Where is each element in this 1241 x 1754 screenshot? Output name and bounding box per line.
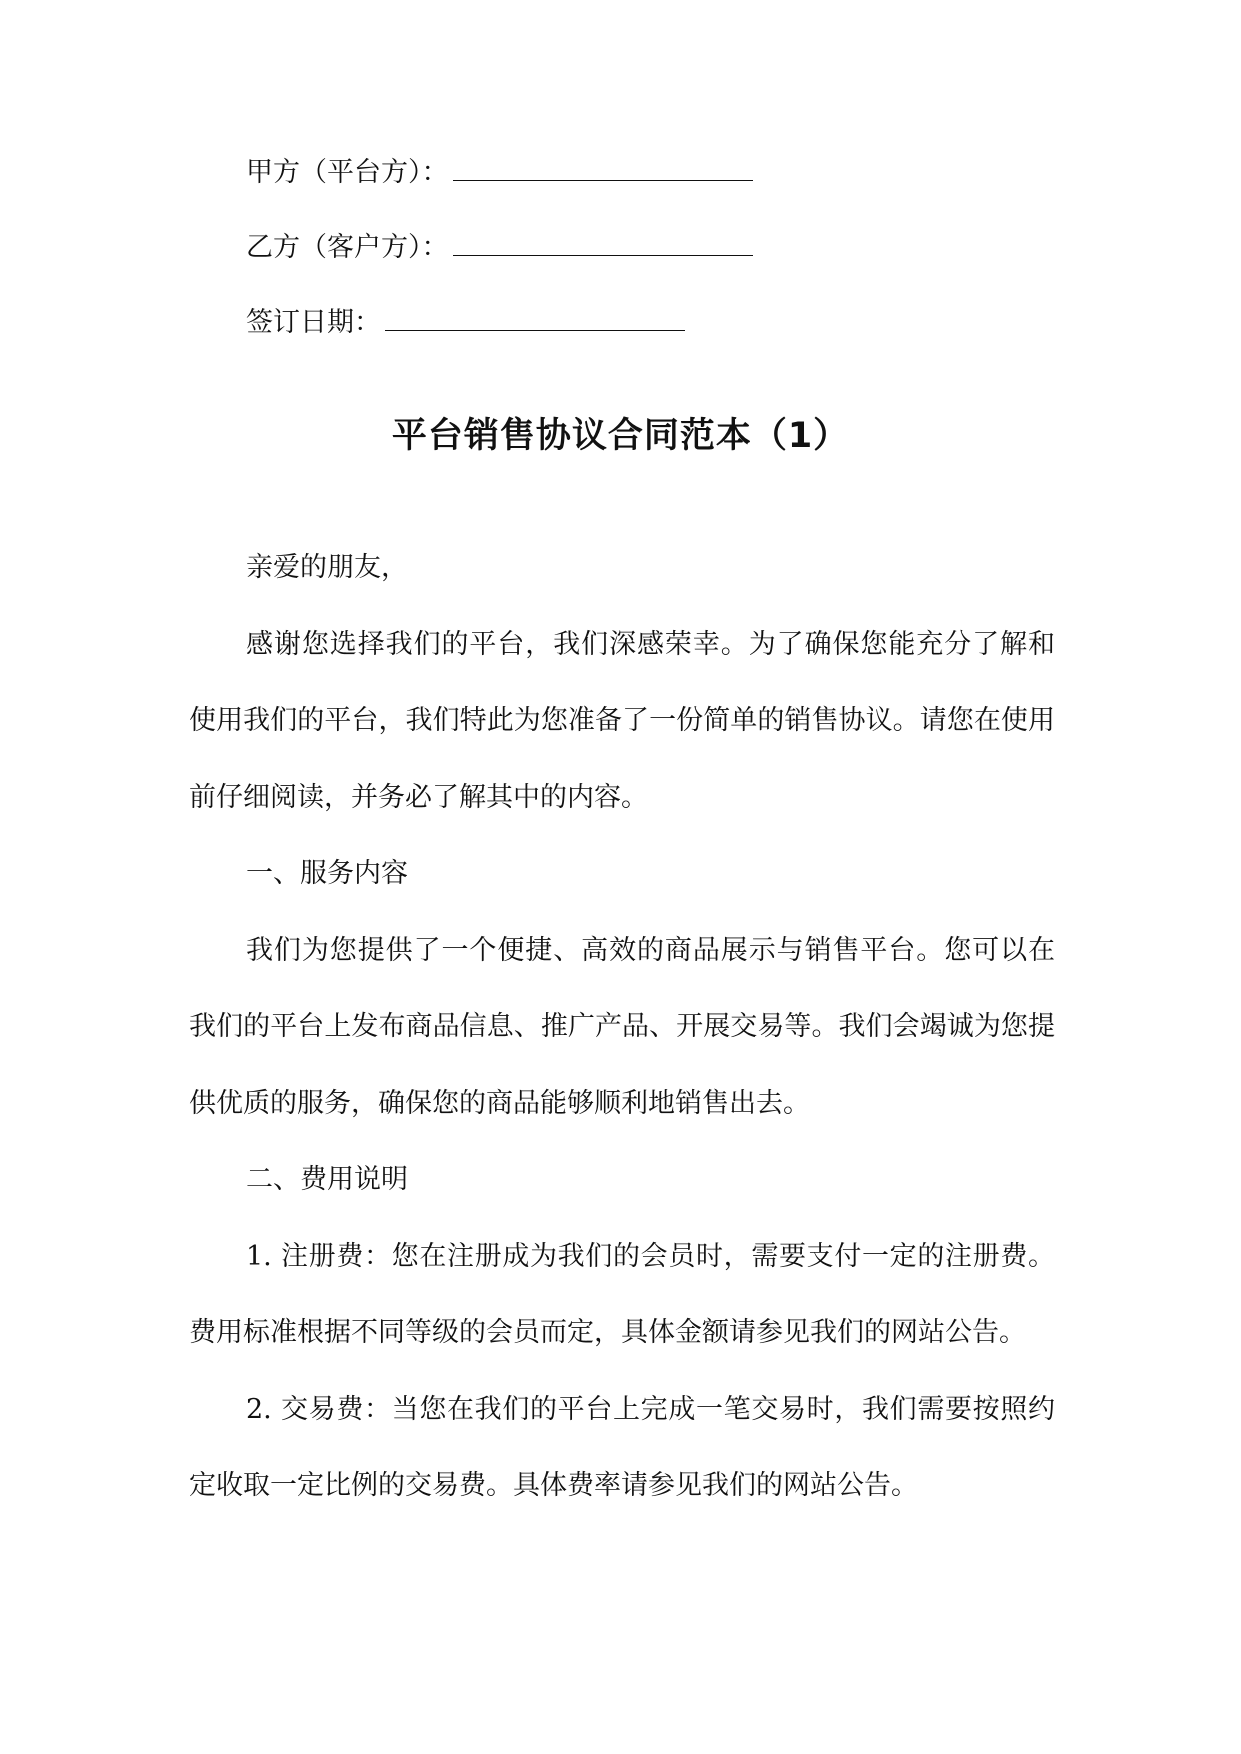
section-heading-fees: 二、费用说明 bbox=[246, 1164, 408, 1195]
party-a-label: 甲方（平台方）： bbox=[246, 157, 449, 188]
sign-date-blank-line bbox=[385, 304, 685, 331]
service-paragraph: 我们为您提供了一个便捷、高效的商品展示与销售平台。您可以在我们的平台上发布商品信息、推广产品、开展交易等。我们会竭诚为您提供优质的服务，确保您的商品能够顺利地销售出去。 bbox=[189, 934, 1055, 1119]
intro-paragraph: 感谢您选择我们的平台，我们深感荣幸。为了确保您能充分了解和使用我们的平台，我们特此为您准备了一份简单的销售协议。请您在使用前仔细阅读，并务必了解其中的内容。 bbox=[189, 628, 1055, 813]
sign-date-field bbox=[246, 304, 685, 341]
section-heading-service: 一、服务内容 bbox=[246, 858, 408, 889]
transaction-fee-paragraph: 2. 交易费：当您在我们的平台上完成一笔交易时，我们需要按照约定收取一定比例的交易费。具体费率请参见我们的网站公告。 bbox=[189, 1393, 1055, 1501]
document-title: 平台销售协议合同范本（1） bbox=[391, 416, 850, 456]
party-b-label: 乙方（客户方）： bbox=[246, 232, 449, 263]
party-b-field bbox=[246, 229, 753, 266]
sign-date-label: 签订日期： bbox=[246, 307, 381, 338]
party-a-field bbox=[246, 154, 753, 191]
registration-fee-paragraph: 1. 注册费：您在注册成为我们的会员时，需要支付一定的注册费。费用标准根据不同等级的会员而定，具体金额请参见我们的网站公告。 bbox=[189, 1240, 1055, 1348]
party-b-blank-line bbox=[453, 229, 753, 256]
document-body bbox=[189, 530, 1055, 1525]
party-a-blank-line bbox=[453, 154, 753, 181]
greeting-paragraph: 亲爱的朋友， bbox=[246, 552, 408, 583]
